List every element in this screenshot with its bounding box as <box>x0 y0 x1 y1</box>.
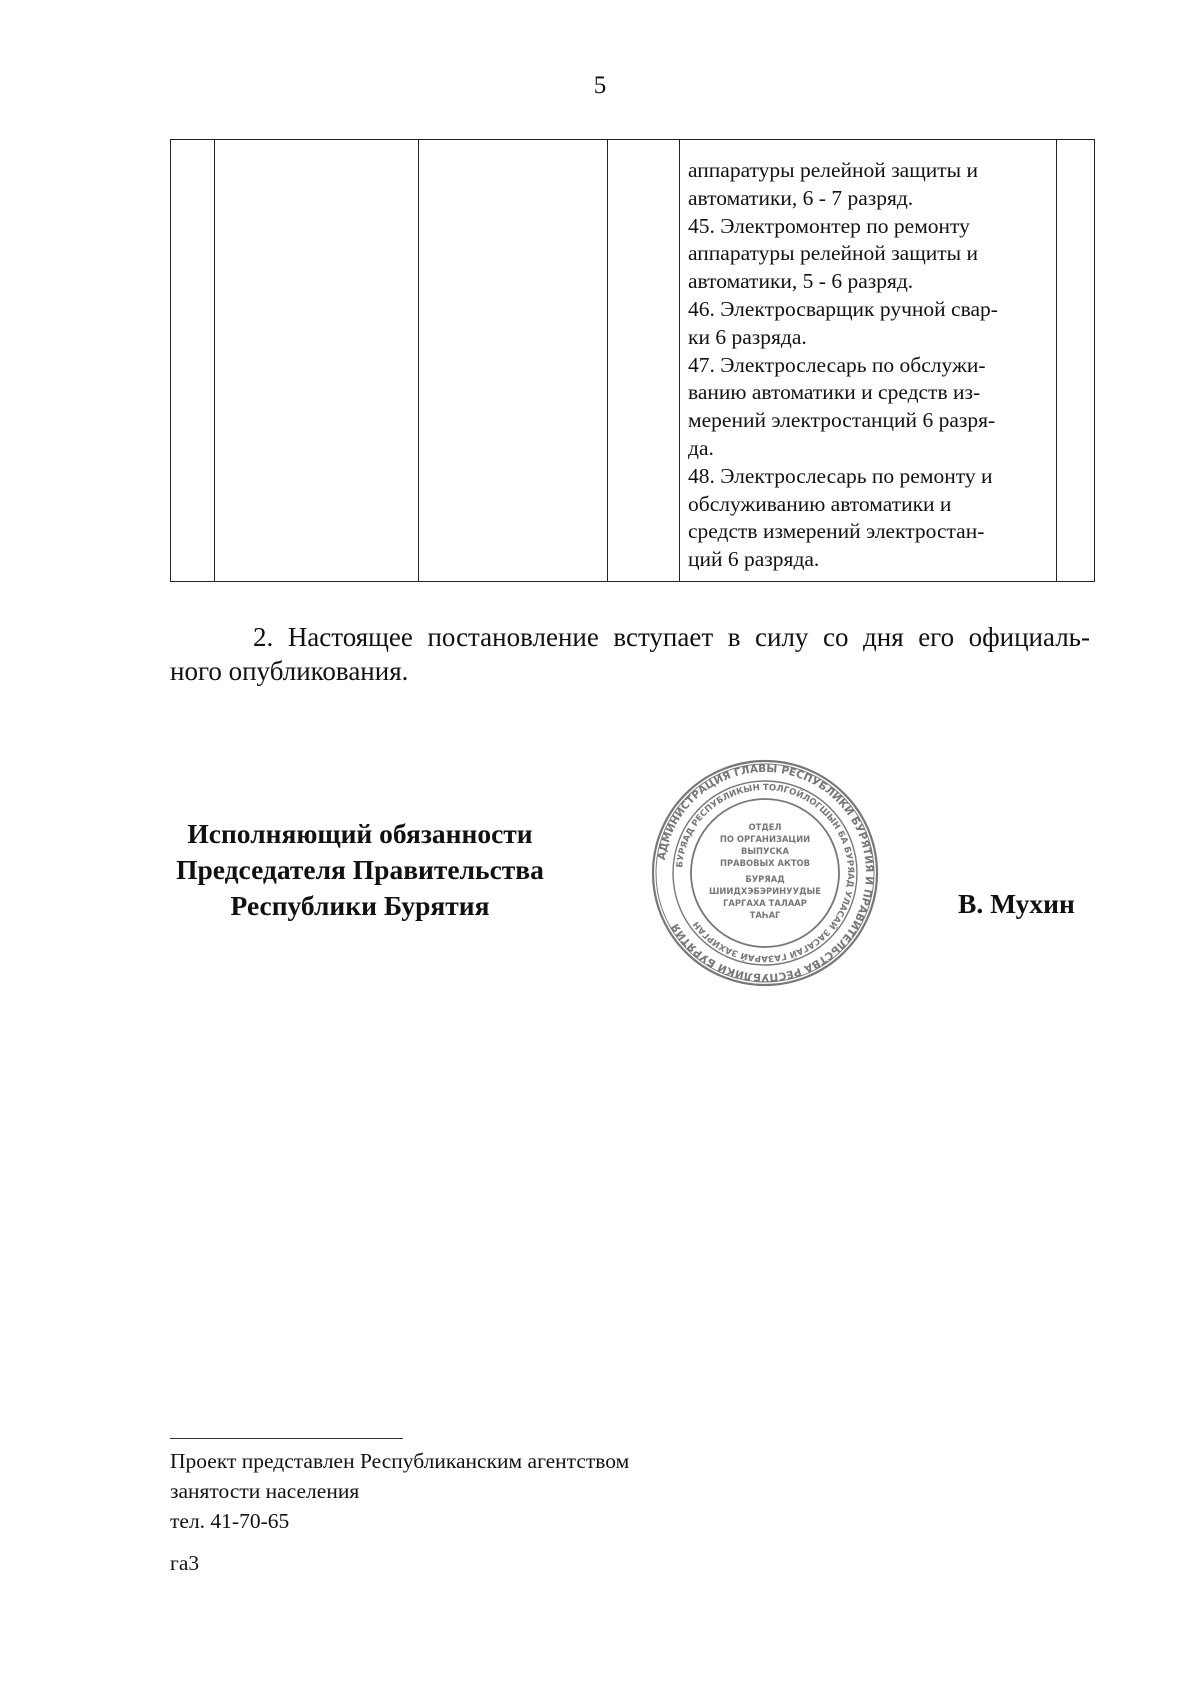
seal-center-line: ОТДЕЛ <box>748 822 782 832</box>
signatory-title-line: Республики Бурятия <box>230 890 490 921</box>
profession-line: 46. Электросварщик ручной свар- <box>688 296 998 321</box>
profession-line: обслуживанию автоматики и <box>688 491 952 516</box>
table-cell-col3 <box>419 140 608 582</box>
official-seal-stamp <box>645 758 885 988</box>
seal-inner-text: БУРЯАД РЕСПУБЛИКЫН ТОЛГОЙЛОГШЫН БА БУРЯАД УЛАСАЙ ЗАСАГАЙ ГАЗАРАЙ ЗАХИРГАН <box>675 782 856 964</box>
profession-line: аппаратуры релейной защиты и <box>688 158 979 182</box>
seal-center-line: БУРЯАД <box>745 874 785 884</box>
table-cell-col4 <box>608 140 680 582</box>
profession-line: ки 6 разряда. <box>688 324 807 349</box>
seal-center-line: ВЫПУСКА <box>740 846 790 856</box>
seal-center-line: ШИИДХЭБЭРИНУУДЫЕ <box>709 886 821 896</box>
footnote-divider <box>170 1438 403 1439</box>
paragraph-line: ного опубликования. <box>170 656 409 686</box>
signatory-name: В. Мухин <box>958 888 1075 919</box>
profession-line: автоматики, 5 - 6 разряд. <box>688 269 914 294</box>
footnote-line: тел. 41-70-65 <box>170 1509 290 1533</box>
profession-line: ций 6 разряда. <box>688 547 820 572</box>
seal-center-line: ПРАВОВЫХ АКТОВ <box>719 858 811 868</box>
seal-center-line: ПО ОРГАНИЗАЦИИ <box>719 834 811 844</box>
footnote-line: занятости населения <box>170 1479 360 1503</box>
table-cell-number <box>171 140 215 582</box>
profession-line: ванию автоматики и средств из- <box>688 380 981 405</box>
document-code: га3 <box>170 1551 200 1575</box>
signatory-title-line: Исполняющий обязанности <box>187 818 533 849</box>
page-number: 5 <box>593 72 607 99</box>
profession-list <box>680 140 1056 581</box>
profession-line: аппаратуры релейной защиты и <box>688 241 979 266</box>
seal-rings <box>653 761 877 985</box>
profession-line: 48. Электрослесарь по ремонту и <box>688 463 993 488</box>
table-row <box>171 140 1095 582</box>
seal-center-text <box>709 822 821 920</box>
seal-center-line: ГАРГАХА ТАЛААР <box>723 898 807 908</box>
paragraph-line: 2. Настоящее постановление вступает в силу со дня его официаль- <box>253 622 1090 652</box>
effective-date-paragraph <box>170 620 1090 688</box>
profession-line: да. <box>688 435 714 460</box>
profession-line: 45. Электромонтер по ремонту <box>688 213 970 238</box>
seal-outer-text: АДМИНИСТРАЦИЯ ГЛАВЫ РЕСПУБЛИКИ БУРЯТИЯ И ПРАВИТЕЛЬСТВА РЕСПУБЛИКИ БУРЯТИЯ <box>655 762 876 984</box>
profession-table <box>170 139 1095 582</box>
profession-line: мерений электростанций 6 разря- <box>688 408 996 433</box>
profession-line: автоматики, 6 - 7 разряд. <box>688 185 914 210</box>
table-cell-last <box>1057 140 1095 582</box>
profession-line: средств измерений электростан- <box>688 519 985 544</box>
seal-center-line: ТАҺАГ <box>749 910 781 920</box>
profession-line: 47. Электрослесарь по обслужи- <box>688 352 986 377</box>
footnote <box>170 1446 629 1536</box>
signatory-title-line: Председателя Правительства <box>176 854 544 885</box>
table-cell-professions <box>680 140 1057 582</box>
table-cell-col2 <box>215 140 419 582</box>
footnote-line: Проект представлен Республиканским агентством <box>170 1449 630 1473</box>
signatory-title <box>150 816 570 924</box>
